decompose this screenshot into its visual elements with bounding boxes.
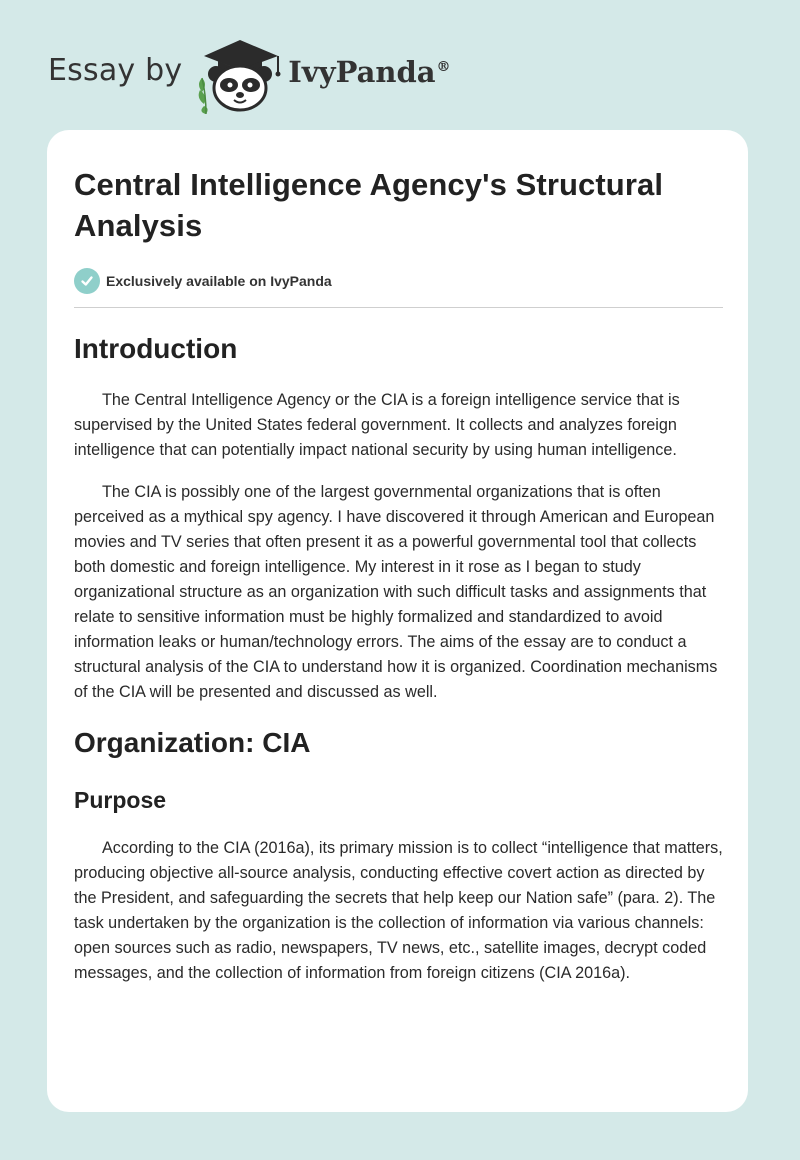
exclusive-badge	[74, 267, 723, 295]
ivypanda-logo-icon[interactable]	[194, 34, 286, 114]
essay-card	[47, 130, 748, 1112]
registered-mark: ®	[436, 59, 451, 76]
subsection-heading-purpose: Purpose	[74, 787, 167, 813]
section-heading-introduction: Introduction	[74, 333, 238, 364]
title-divider	[74, 307, 723, 308]
purpose-paragraph-1: According to the CIA (2016a), its primary mission is to collect “intelligence that matters, producing objective all-source analysis, conducting effective covert action as directed by the President, and safeguarding the secrets that help keep our Nation safe” (para. 2). The task undertaken by the organization is the collection of information via various channels: open sources such as radio, newspapers, TV news, etc., satellite images, decrypt coded messages, and the collection of information from foreign citizens (CIA 2016a).	[74, 839, 723, 982]
introduction-paragraph-2: The CIA is possibly one of the largest governmental organizations that is often perceived as a mythical spy agency. I have discovered it through American and European movies and TV series that often present it as a powerful governmental tool that collects both domestic and foreign intelligence. My interest in it rose as I began to study organizational structure as an organization with such difficult tasks and assignments that relate to sensitive information must be highly formalized and standardized to avoid information leaks or human/technology errors. The aims of the essay are to conduct a structural analysis of the CIA to understand how it is organized. Coordination mechanisms of the CIA will be presented and discussed as well.	[74, 483, 718, 701]
essay-title: Central Intelligence Agency's Structural Analysis	[74, 167, 664, 243]
introduction-paragraph-1: The Central Intelligence Agency or the CIA is a foreign intelligence service that is supervised by the United States federal government. It collects and analyzes foreign intelligence that can potentially impact national security by using human intelligence.	[74, 391, 680, 459]
brand-prefix: Essay by	[48, 52, 183, 88]
check-icon	[74, 268, 100, 294]
section-heading-organization: Organization: CIA	[74, 727, 311, 758]
site-header	[48, 34, 451, 114]
brand-name-text: IvyPanda	[288, 55, 436, 89]
exclusive-text: Exclusively available on IvyPanda	[106, 273, 332, 289]
brand-name[interactable]	[288, 55, 450, 89]
essay-content	[74, 164, 723, 986]
